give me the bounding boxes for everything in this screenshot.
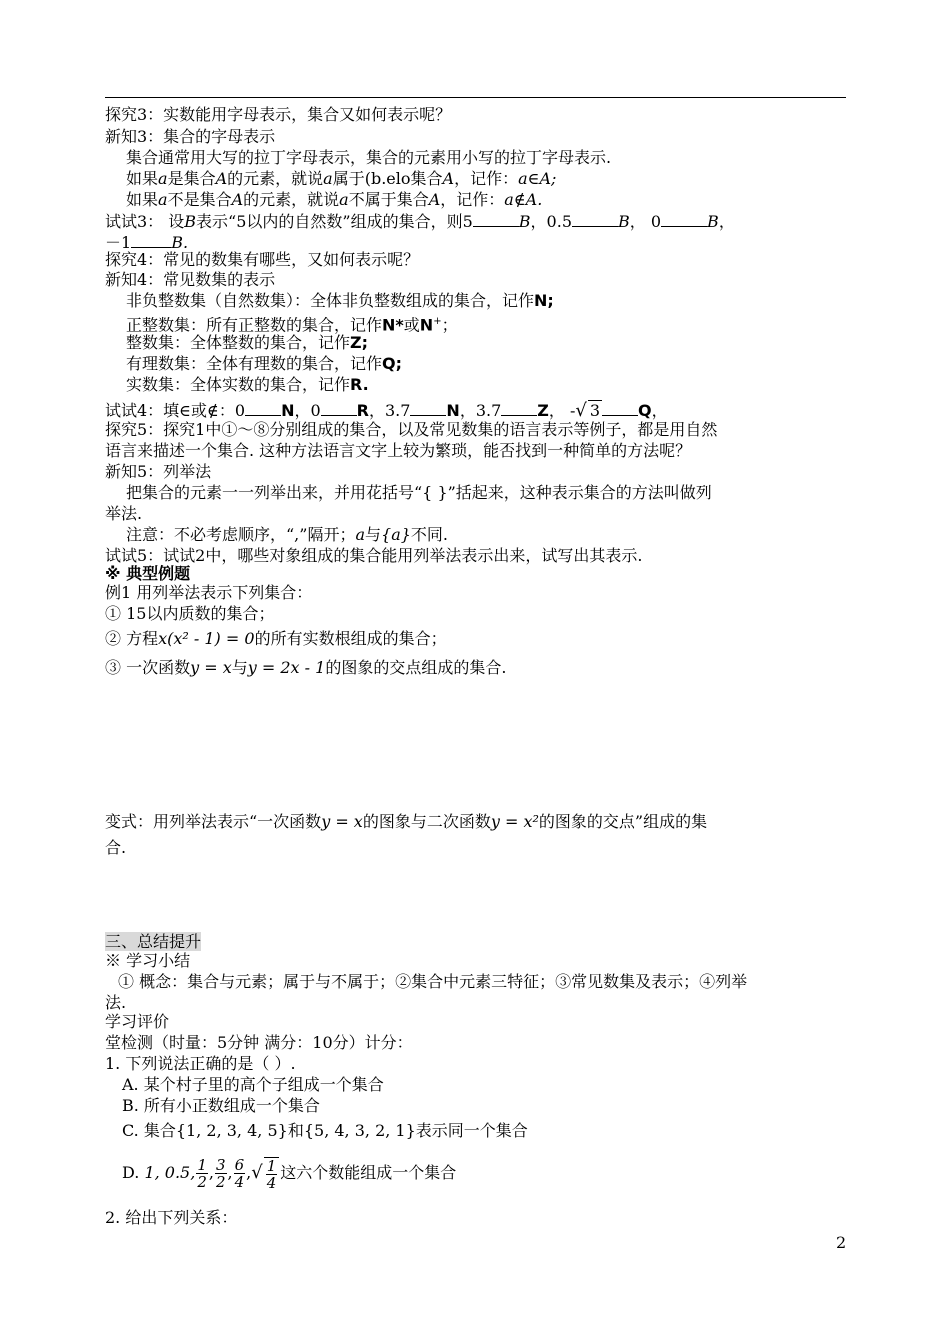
text: ， -	[548, 401, 576, 420]
symbol-R: R.	[350, 375, 369, 394]
symbol-N-plus: N	[419, 315, 434, 335]
text: ，	[718, 212, 735, 231]
test-header: 堂检测（时量：5分钟 满分：10分）计分：	[105, 1033, 413, 1052]
var-A: A	[215, 169, 228, 188]
new5-line2: 举法.	[105, 504, 143, 523]
text: 这六个数能组成一个集合	[280, 1163, 457, 1182]
header-rule	[105, 97, 846, 98]
section3-heading	[105, 932, 201, 952]
text: 是集合	[167, 169, 216, 188]
q1-stem: 1. 下列说法正确的是（ ）.	[105, 1054, 296, 1073]
symbol-N: N;	[534, 291, 554, 310]
text: 不属于集合	[348, 190, 429, 209]
new5-note	[126, 525, 448, 545]
text: 的图象的交点组成的集合.	[325, 658, 507, 677]
numerator: 1	[197, 1156, 207, 1174]
new4-title: 新知4：常见数集的表示	[105, 270, 276, 289]
text: 非负整数集（自然数集）：全体非负整数组成的集合，记作	[126, 291, 535, 310]
answer-blank[interactable]	[473, 211, 519, 227]
radical-sign: √	[251, 1162, 263, 1183]
text: 或	[403, 315, 420, 335]
explore4-line: 探究4：常见的数集有哪些，又如何表示呢？	[105, 250, 420, 269]
var-a: a	[158, 169, 168, 188]
equation: y = x	[321, 812, 363, 831]
equation: x(x² - 1) = 0	[158, 629, 255, 648]
summary-title: ※ 学习小结	[105, 951, 191, 970]
new3-line3	[126, 190, 542, 210]
answer-blank[interactable]	[661, 211, 707, 227]
text: 的图象与二次函数	[362, 812, 491, 831]
numerator: 3	[215, 1156, 226, 1174]
denominator: 2	[215, 1173, 226, 1191]
new3-line1: 集合通常用大写的拉丁字母表示，集合的元素用小写的拉丁字母表示.	[126, 148, 612, 167]
try3-line1	[105, 211, 735, 232]
text: ，记作：	[454, 169, 519, 188]
var-B: B	[618, 212, 630, 231]
text: 不是集合	[167, 190, 232, 209]
example1-item3	[105, 658, 506, 678]
text: 与	[231, 658, 248, 677]
fraction-one-half	[196, 1157, 208, 1190]
symbol-Z: Z	[537, 401, 549, 420]
real-set-line	[126, 375, 369, 395]
notation-not-belongs: a∉A.	[504, 190, 543, 209]
equation: y = x²	[490, 812, 539, 831]
equation: y = 2x - 1	[247, 658, 326, 677]
answer-blank[interactable]	[572, 211, 618, 227]
example1-title: 例1 用列举法表示下列集合：	[105, 583, 313, 602]
text: ② 方程	[105, 629, 159, 648]
text: 的元素，就说	[227, 169, 324, 188]
var-a: a	[323, 169, 333, 188]
answer-blank[interactable]	[410, 400, 446, 416]
text: ；	[441, 315, 458, 335]
var-a: a	[355, 525, 365, 544]
fraction-three-halves	[215, 1157, 227, 1190]
text: 属于(b.elo集合	[332, 169, 443, 188]
text: 试试4：填∈或∉：0	[105, 401, 246, 420]
var-A: A	[428, 190, 441, 209]
explore5-line1: 探究5：探究1中①～⑧分别组成的集合，以及常见数集的语言表示等例子，都是用自然	[105, 420, 718, 439]
symbol-Z: Z;	[350, 333, 369, 352]
text: 正整数集：所有正整数的集合，记作	[126, 315, 383, 335]
text: 整数集：全体整数的集合，记作	[126, 333, 351, 352]
text: ，0.5	[530, 212, 572, 231]
q1-option-d[interactable]: D. 1, 0.5, $\frac{1}{2}$ , $\frac{3}{2}$ , $\frac{6}{4}$ ,√ $\frac{1}{4}$ 这六个数能组成一个集合	[122, 1156, 457, 1192]
text: ，0	[294, 401, 321, 420]
set-one: {1, 2, 3, 4, 5}	[175, 1121, 288, 1140]
answer-blank[interactable]	[501, 400, 537, 416]
var-A: A	[231, 190, 244, 209]
page-number: 2	[836, 1233, 847, 1252]
eval-title: 学习评价	[105, 1012, 170, 1031]
text: 和	[287, 1121, 304, 1140]
text: 与	[365, 525, 382, 544]
numerator: 6	[234, 1156, 245, 1174]
var-B: B	[707, 212, 719, 231]
text: ，3.7	[368, 401, 411, 420]
q1-option-b[interactable]: B. 所有小正数组成一个集合	[122, 1096, 320, 1115]
text: 的所有实数根组成的集合；	[254, 629, 447, 648]
set-a: {a}	[381, 525, 411, 544]
variant-line2: 合.	[105, 838, 127, 857]
symbol-Q: Q	[638, 401, 652, 420]
text: B.	[171, 233, 189, 252]
var-B: B	[518, 212, 531, 231]
symbol-N-star: N*	[382, 315, 404, 335]
var-a: a	[339, 190, 349, 209]
var-A: A	[442, 169, 455, 188]
text: 实数集：全体实数的集合，记作	[126, 375, 351, 394]
text: 注意：不必考虑顺序，“,”隔开；	[126, 525, 356, 544]
text: 的图象的交点”组成的集	[538, 812, 708, 831]
positive-set-line	[126, 312, 458, 335]
section3-title: 三、总结提升	[105, 932, 202, 951]
answer-blank[interactable]	[602, 400, 638, 416]
text: C. 集合	[122, 1121, 176, 1140]
typical-examples-heading: ※ 典型例题	[105, 564, 191, 583]
natural-set-line	[126, 291, 554, 311]
example1-item1: ① 15以内质数的集合；	[105, 604, 275, 623]
sqrt-three: 3	[589, 401, 601, 420]
denominator: 2	[197, 1173, 207, 1191]
numerator: 1	[266, 1156, 277, 1175]
symbol-N: N	[446, 401, 460, 420]
answer-blank[interactable]	[245, 400, 281, 416]
explore5-line2: 语言来描述一个集合. 这种方法语言文字上较为繁琐，能否找到一种简单的方法呢？	[105, 441, 692, 460]
text: 如果	[126, 169, 159, 188]
new3-line2	[126, 169, 556, 189]
summary-line1: ① 概念：集合与元素；属于与不属于；②集合中元素三特征；③常见数集及表示；④列举	[118, 972, 748, 991]
plus-sub: +	[433, 316, 442, 327]
equation: y = x	[190, 658, 232, 677]
text: D.	[122, 1163, 140, 1182]
text: ，记作：	[440, 190, 505, 209]
q1-option-c[interactable]	[122, 1121, 528, 1141]
var-a: a	[158, 190, 168, 209]
rational-set-line	[126, 354, 402, 374]
new5-line1: 把集合的元素一一列举出来，并用花括号“{ }”括起来，这种表示集合的方法叫做列	[126, 483, 712, 502]
denominator: 4	[266, 1173, 277, 1192]
denominator: 4	[234, 1173, 245, 1191]
notation-belongs: a∈A;	[518, 169, 557, 188]
new5-title: 新知5：列举法	[105, 462, 212, 481]
text: ，	[651, 401, 668, 420]
explore3-line: 探究3：实数能用字母表示，集合又如何表示呢？	[105, 105, 452, 124]
text: 变式：用列举法表示“一次函数	[105, 812, 322, 831]
try5-line: 试试5：试试2中，哪些对象组成的集合能用列举法表示出来，试写出其表示.	[105, 546, 643, 565]
q1-option-a[interactable]: A. 某个村子里的高个子组成一个集合	[122, 1075, 384, 1094]
fraction-six-fourths	[234, 1157, 246, 1190]
text: 不同.	[410, 525, 449, 544]
new3-title: 新知3：集合的字母表示	[105, 127, 276, 146]
text: 如果	[126, 190, 159, 209]
text: ， 0	[629, 212, 662, 231]
q2-stem: 2. 给出下列关系：	[105, 1208, 238, 1227]
integer-set-line	[126, 333, 368, 353]
try4-line	[105, 400, 668, 421]
symbol-R: R	[356, 401, 369, 420]
text: 表示同一个集合	[415, 1121, 528, 1140]
text: 的元素，就说	[243, 190, 340, 209]
var-B: B	[184, 212, 197, 231]
number-list: 1, 0.5,	[144, 1163, 196, 1182]
symbol-Q: Q;	[382, 354, 403, 373]
text: 试试3： 设	[105, 212, 185, 231]
text: ，3.7	[459, 401, 502, 420]
set-two: {5, 4, 3, 2, 1}	[303, 1121, 416, 1140]
answer-blank[interactable]	[321, 400, 357, 416]
variant-line1	[105, 812, 707, 832]
text: －1	[105, 233, 132, 252]
summary-line2: 法.	[105, 993, 127, 1012]
text: 表示“5以内的自然数”组成的集合，则5	[196, 212, 473, 231]
example1-item2	[105, 629, 447, 649]
radical-sign: √	[575, 400, 587, 421]
text: 有理数集：全体有理数的集合，记作	[126, 354, 383, 373]
symbol-N: N	[281, 401, 295, 420]
sqrt-one-quarter	[264, 1157, 280, 1191]
text: ③ 一次函数	[105, 658, 191, 677]
answer-blank[interactable]	[131, 232, 171, 248]
